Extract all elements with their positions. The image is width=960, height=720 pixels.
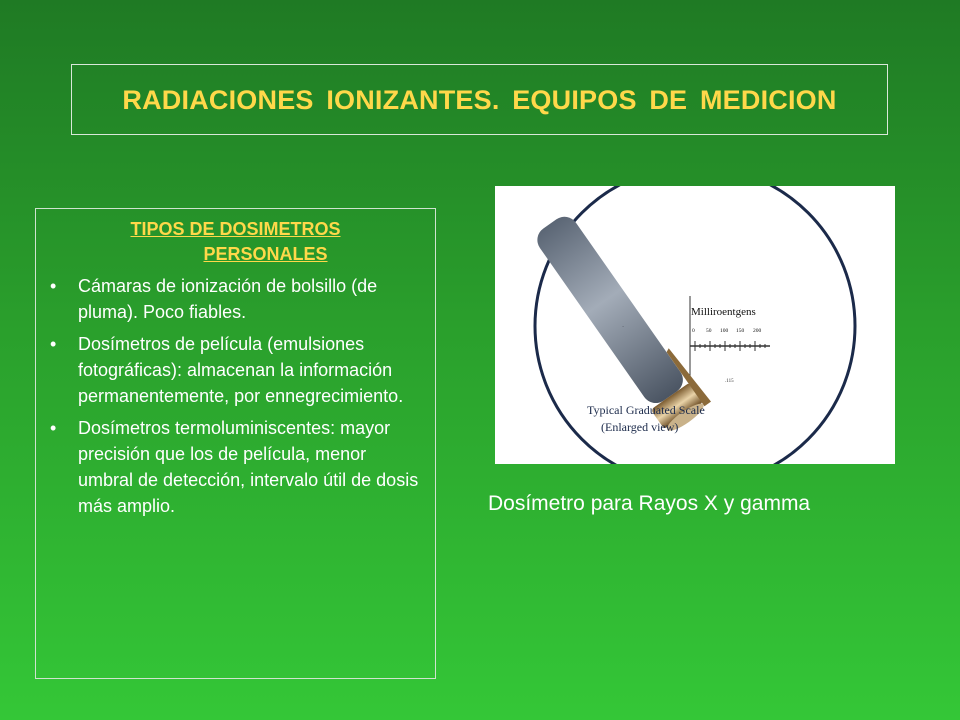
- figure-caption: Dosímetro para Rayos X y gamma: [488, 492, 811, 515]
- slide-title: RADIACIONES IONIZANTES. EQUIPOS DE MEDICION: [122, 84, 837, 115]
- panel-heading-line1: TIPOS DE DOSIMETROS: [130, 219, 341, 239]
- dosimeter-illustration: [495, 186, 895, 464]
- scale-reading: .115: [725, 379, 734, 384]
- scale-tick-label: 50: [706, 328, 712, 334]
- magnifier-circle: [535, 186, 855, 464]
- dosimeter-list: [50, 273, 421, 519]
- scale-tick-label: 100: [720, 328, 729, 334]
- scale-note-line2: (Enlarged view): [601, 420, 679, 434]
- scale-tick-label: 200: [753, 328, 762, 334]
- scale-tick-label: 0: [692, 328, 695, 334]
- bullet-icon: •: [50, 334, 57, 354]
- svg-text:·: ·: [621, 324, 627, 331]
- title-box: [71, 64, 888, 135]
- scale-title: Milliroentgens: [691, 306, 756, 318]
- pen-body: [532, 211, 688, 408]
- bullet-icon: •: [50, 276, 57, 296]
- list-item-text: Dosímetros termoluminiscentes: mayor precisión que los de película, menor umbral de detección, intervalo útil de dosis más amplio.: [78, 418, 419, 516]
- panel-heading-line2: PERSONALES: [203, 244, 328, 264]
- scale-tick-label: 150: [736, 328, 745, 334]
- list-item: [50, 273, 421, 325]
- scale-ticks: [695, 341, 765, 351]
- list-item-text: Dosímetros de película (emulsiones fotográficas): almacenan la información permanentemente, por ennegrecimiento.: [78, 334, 404, 406]
- dosimeter-pen: [530, 207, 713, 436]
- dosimeter-types-panel: [35, 208, 436, 679]
- list-item-text: Cámaras de ionización de bolsillo (de pluma). Poco fiables.: [78, 276, 378, 322]
- dosimeter-image: [495, 186, 895, 464]
- bullet-icon: •: [50, 418, 57, 438]
- scale-note-line1: Typical Graduated Scale: [587, 403, 705, 417]
- panel-heading: [50, 217, 421, 267]
- list-item: [50, 415, 421, 519]
- list-item: [50, 331, 421, 409]
